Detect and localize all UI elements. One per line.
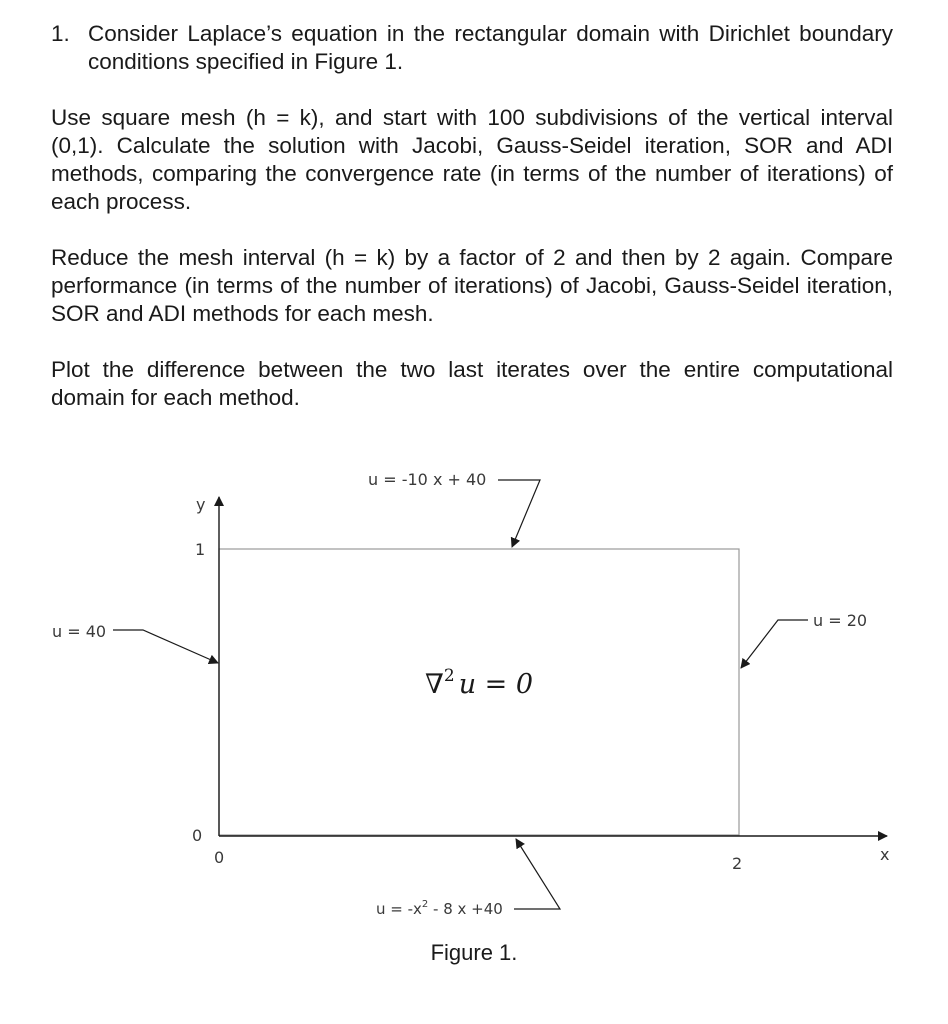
top-boundary-arrow: [498, 480, 540, 547]
left-boundary-label: u = 40: [52, 622, 107, 641]
x-tick-0: 0: [214, 848, 225, 867]
laplace-equation: ∇$^2$ u = 0: [425, 666, 534, 700]
bottom-boundary-label: $u = -x^2 - 8$ x +40: [376, 899, 503, 918]
right-boundary-label: u = 20: [813, 611, 868, 630]
paragraph-plot: Plot the difference between the two last iterates over the entire computational domain for each method.: [51, 357, 893, 410]
problem-number: 1.: [51, 21, 70, 46]
right-boundary-arrow: [741, 620, 808, 668]
y-tick-1: 1: [195, 540, 206, 559]
bottom-boundary-arrow: [514, 839, 560, 909]
x-tick-2: 2: [732, 854, 743, 873]
x-axis-label: x: [880, 845, 890, 864]
paragraph-methods: Use square mesh (h = k), and start with 100 subdivisions of the vertical interval (0,1). Calculate the solution with Jacobi, Gauss-Seidel iteration, SOR and ADI methods, comparing the convergence rate (in terms of the number of iterations) of each process.: [51, 105, 893, 214]
figure-caption: Figure 1.: [430, 940, 518, 965]
y-tick-0: 0: [192, 826, 203, 845]
y-axis-label: y: [196, 495, 206, 514]
top-boundary-label: u = -10 x + 40: [368, 470, 487, 489]
paragraph-mesh-refinement: Reduce the mesh interval (h = k) by a factor of 2 and then by 2 again. Compare performance (in terms of the number of iterations) of Jacobi, Gauss-Seidel iteration, SOR and ADI methods for each mesh.: [51, 245, 893, 326]
left-boundary-arrow: [113, 630, 218, 663]
problem-intro: Consider Laplace’s equation in the rectangular domain with Dirichlet boundary conditions specified in Figure 1.: [88, 21, 893, 74]
